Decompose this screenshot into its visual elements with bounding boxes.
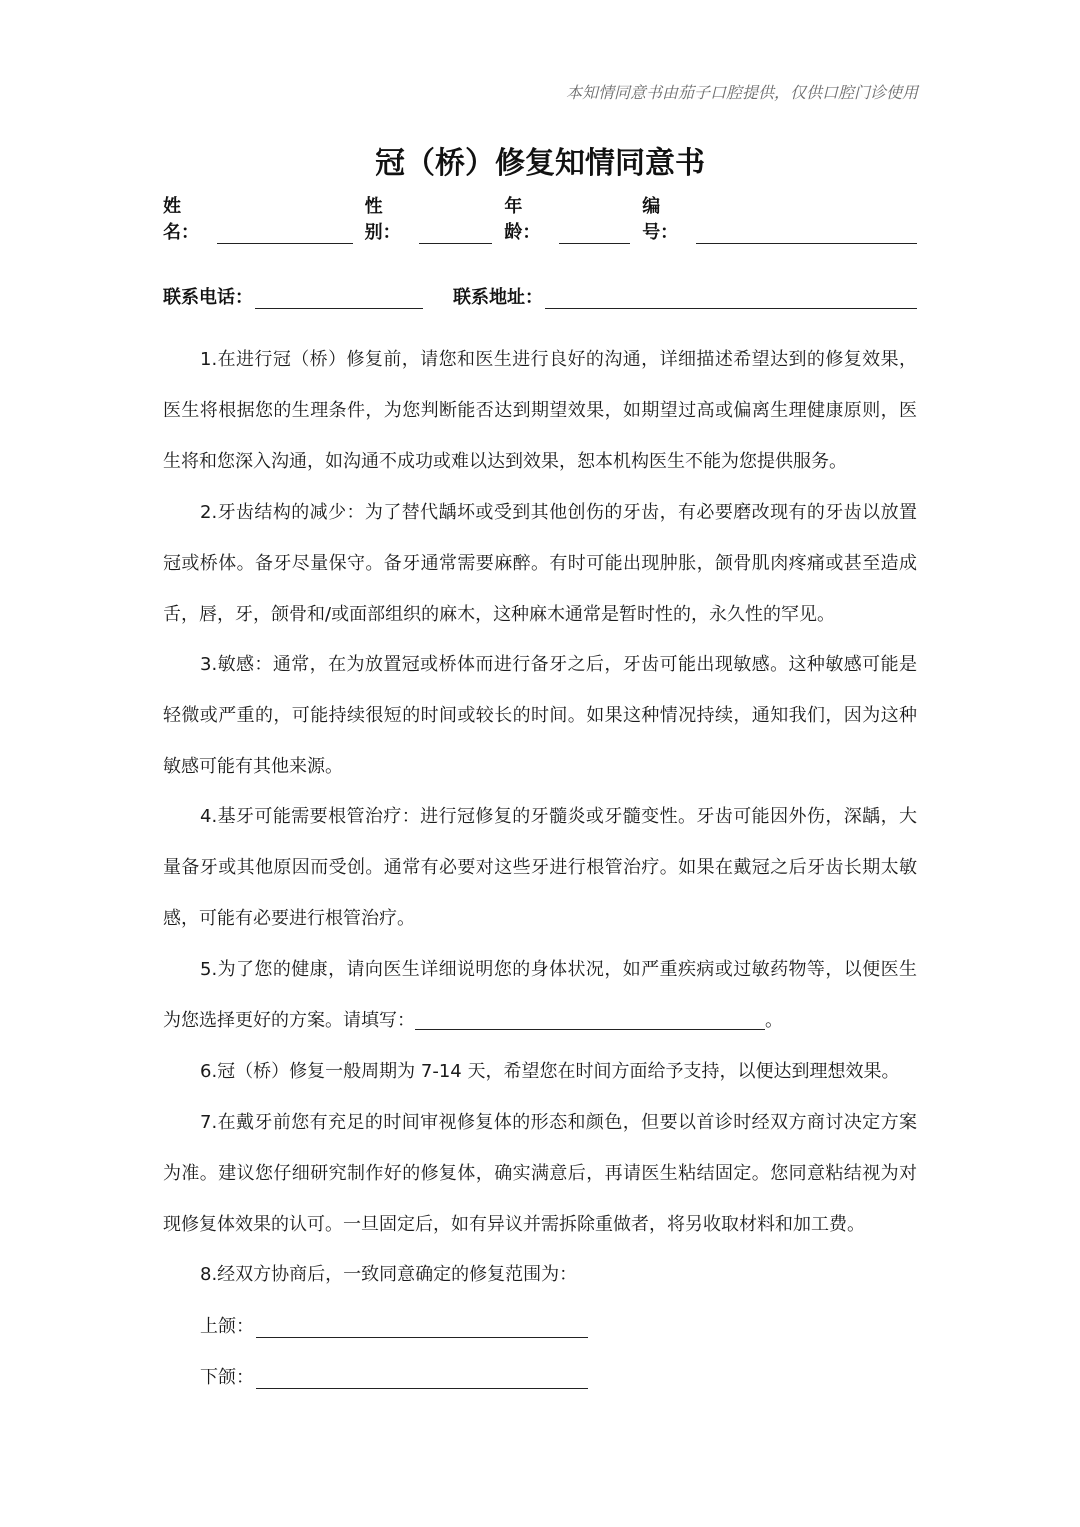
age-field — [504, 192, 630, 244]
name-label: 姓名： — [163, 196, 199, 243]
paragraph-8 — [163, 1249, 917, 1300]
phone-field — [163, 283, 423, 309]
paragraph-3 — [163, 639, 917, 792]
upper-jaw-blank[interactable] — [256, 1315, 588, 1338]
paragraph-3-text: 3.敏感：通常，在为放置冠或桥体而进行备牙之后，牙齿可能出现敏感。这种敏感可能是轻微或严重的，可能持续很短的时间或较长的时间。如果这种情况持续，通知我们，因为这种敏感可能有其他来源。 — [163, 654, 917, 777]
header-note: 本知情同意书由茄子口腔提供，仅供口腔门诊使用 — [565, 83, 918, 102]
document-title: 冠（桥）修复知情同意书 — [375, 146, 705, 181]
paragraph-6-text: 6.冠（桥）修复一般周期为 7-14 天，希望您在时间方面给予支持，以便达到理想效果。 — [200, 1061, 900, 1082]
health-info-blank[interactable] — [415, 1007, 765, 1030]
number-blank[interactable] — [696, 221, 917, 244]
address-blank[interactable] — [545, 286, 917, 309]
paragraph-5-end: 。 — [765, 1010, 783, 1031]
phone-blank[interactable] — [255, 286, 423, 309]
paragraph-7-text: 7.在戴牙前您有充足的时间审视修复体的形态和颜色，但要以首诊时经双方商讨决定方案为准。建议您仔细研究制作好的修复体，确实满意后，再请医生粘结固定。您同意粘结视为对现修复体效果的认可。一旦固定后，如有异议并需拆除重做者，将另收取材料和加工费。 — [163, 1112, 917, 1235]
address-field — [453, 283, 917, 309]
number-label: 编号： — [642, 196, 679, 243]
paragraph-5-text: 5.为了您的健康，请向医生详细说明您的身体状况，如严重疾病或过敏药物等，以便医生为您选择更好的方案。请填写： — [163, 959, 917, 1031]
paragraph-7 — [163, 1097, 917, 1250]
address-label: 联系地址： — [453, 287, 543, 308]
name-blank[interactable] — [217, 221, 352, 244]
lower-jaw-row — [200, 1363, 588, 1389]
age-blank[interactable] — [559, 221, 631, 244]
gender-field — [365, 192, 493, 244]
gender-label: 性别： — [364, 196, 401, 243]
gender-blank[interactable] — [419, 221, 493, 244]
paragraph-4 — [163, 791, 917, 944]
patient-info-row-2 — [163, 279, 917, 309]
phone-label: 联系电话： — [163, 287, 253, 308]
paragraph-2 — [163, 487, 917, 640]
paragraph-1-text: 1.在进行冠（桥）修复前，请您和医生进行良好的沟通，详细描述希望达到的修复效果，医生将根据您的生理条件，为您判断能否达到期望效果，如期望过高或偏离生理健康原则，医生将和您深入沟通，如沟通不成功或难以达到效果，恕本机构医生不能为您提供服务。 — [163, 349, 917, 472]
patient-info-row-1 — [163, 196, 917, 244]
upper-jaw-label: 上颌： — [200, 1316, 254, 1337]
upper-jaw-row — [200, 1312, 588, 1338]
paragraph-1 — [163, 334, 917, 487]
paragraph-4-text: 4.基牙可能需要根管治疗：进行冠修复的牙髓炎或牙髓变性。牙齿可能因外伤，深龋，大量备牙或其他原因而受创。通常有必要对这些牙进行根管治疗。如果在戴冠之后牙齿长期太敏感，可能有必要进行根管治疗。 — [163, 806, 917, 929]
lower-jaw-label: 下颌： — [200, 1367, 254, 1388]
lower-jaw-blank[interactable] — [256, 1366, 588, 1389]
age-label: 年龄： — [504, 196, 541, 243]
paragraph-5 — [163, 944, 917, 1046]
paragraph-2-text: 2.牙齿结构的减少：为了替代龋坏或受到其他创伤的牙齿，有必要磨改现有的牙齿以放置冠或桥体。备牙尽量保守。备牙通常需要麻醉。有时可能出现肿胀，颌骨肌肉疼痛或甚至造成舌，唇，牙，颌骨和/或面部组织的麻木，这种麻木通常是暂时性的，永久性的罕见。 — [163, 502, 917, 625]
paragraph-8-text: 8.经双方协商后，一致同意确定的修复范围为： — [200, 1264, 578, 1285]
name-field — [163, 192, 353, 244]
paragraph-6 — [163, 1046, 917, 1097]
number-field — [642, 192, 917, 244]
